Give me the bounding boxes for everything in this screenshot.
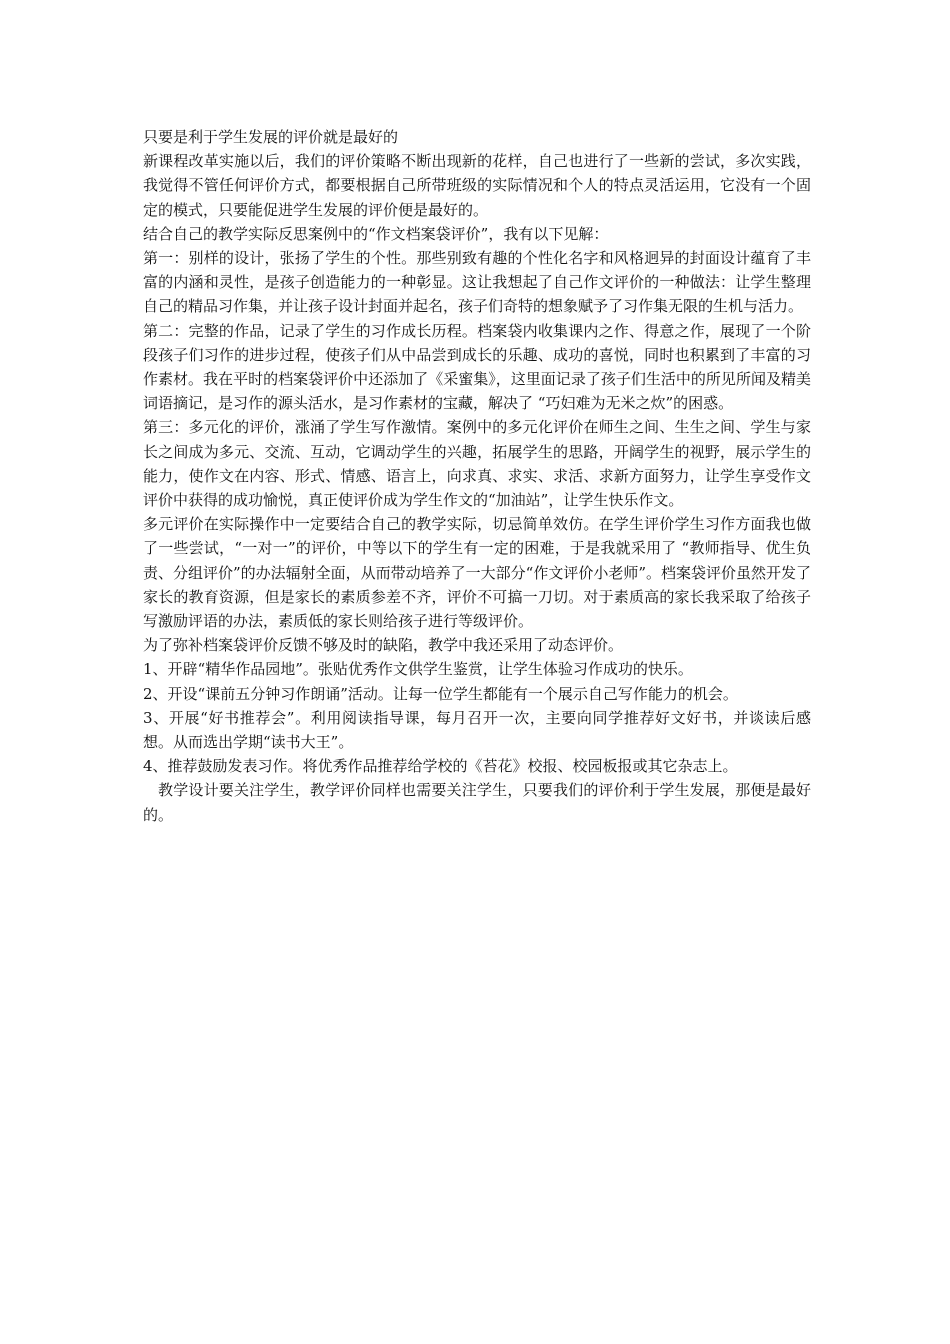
- paragraph-intro: 新课程改革实施以后，我们的评价策略不断出现新的花样，自己也进行了一些新的尝试，多次实践，我觉得不管任何评价方式，都要根据自己所带班级的实际情况和个人的特点灵活运用，它没有一个固定的模式，只要能促进学生发展的评价便是最好的。: [143, 152, 811, 219]
- list-item-4: 4、推荐鼓励发表习作。将优秀作品推荐给学校的《苔花》校报、校园板报或其它杂志上。: [143, 757, 738, 776]
- paragraph-conclusion: 教学设计要关注学生，教学评价同样也需要关注学生，只要我们的评价利于学生发展，那便是最好的。: [143, 781, 811, 824]
- paragraph-point-two: 第二：完整的作品，记录了学生的习作成长历程。档案袋内收集课内之作、得意之作，展现了一个阶段孩子们习作的进步过程，使孩子们从中品尝到成长的乐趣、成功的喜悦，同时也积累到了丰富的习作素材。我在平时的档案袋评价中还添加了《采蜜集》，这里面记录了孩子们生活中的所见所闻及精美词语摘记，是习作的源头活水，是习作素材的宝藏，解决了 “巧妇难为无米之炊”的困惑。: [143, 321, 811, 413]
- paragraph-point-three: 第三：多元化的评价，涨涌了学生写作激情。案例中的多元化评价在师生之间、生生之间、学生与家长之间成为多元、交流、互动，它调动学生的兴趣，拓展学生的思路，开阔学生的视野，展示学生的能力，使作文在内容、形式、情感、语言上，向求真、求实、求活、求新方面努力，让学生享受作文评价中获得的成功愉悦，真正使评价成为学生作文的“加油站”，让学生快乐作文。: [143, 418, 811, 510]
- list-item-2: 2、开设“课前五分钟习作朗诵”活动。让每一位学生都能有一个展示自己写作能力的机会。: [143, 684, 738, 703]
- list-item-3: 3、开展“好书推荐会”。利用阅读指导课，每月召开一次，主要向同学推荐好文好书，并谈读后感想。从而选出学期“读书大王”。: [143, 708, 811, 752]
- document-body: [143, 125, 811, 827]
- document-title: 只要是利于学生发展的评价就是最好的: [143, 128, 399, 146]
- paragraph-point-one: 第一：别样的设计，张扬了学生的个性。那些别致有趣的个性化名字和风格迥异的封面设计蕴育了丰富的内涵和灵性，是孩子创造能力的一种彰显。这让我想起了自己作文评价的一种做法：让学生整理自己的精品习作集，并让孩子设计封面并起名，孩子们奇特的想象赋予了习作集无限的生机与活力。: [143, 249, 811, 316]
- list-item-1: 1、开辟“精华作品园地”。张贴优秀作文供学生鉴赏，让学生体验习作成功的快乐。: [143, 660, 693, 679]
- paragraph-dynamic-evaluation: 为了弥补档案袋评价反馈不够及时的缺陷，教学中我还采用了动态评价。: [143, 636, 624, 655]
- paragraph-opinion-lead: 结合自己的教学实际反思案例中的“作文档案袋评价”，我有以下见解：: [143, 224, 609, 243]
- paragraph-multi-evaluation: 多元评价在实际操作中一定要结合自己的教学实际，切忌简单效仿。在学生评价学生习作方面我也做了一些尝试，“一对一”的评价，中等以下的学生有一定的困难，于是我就采用了 “教师指导、优生负责、分组评价”的办法辐射全面，从而带动培养了一大部分“作文评价小老师”。档案袋评价虽然开发了家长的教育资源，但是家长的素质参差不齐，评价不可搞一刀切。对于素质高的家长我采取了给孩子写激励评语的办法，素质低的家长则给孩子进行等级评价。: [143, 515, 812, 631]
